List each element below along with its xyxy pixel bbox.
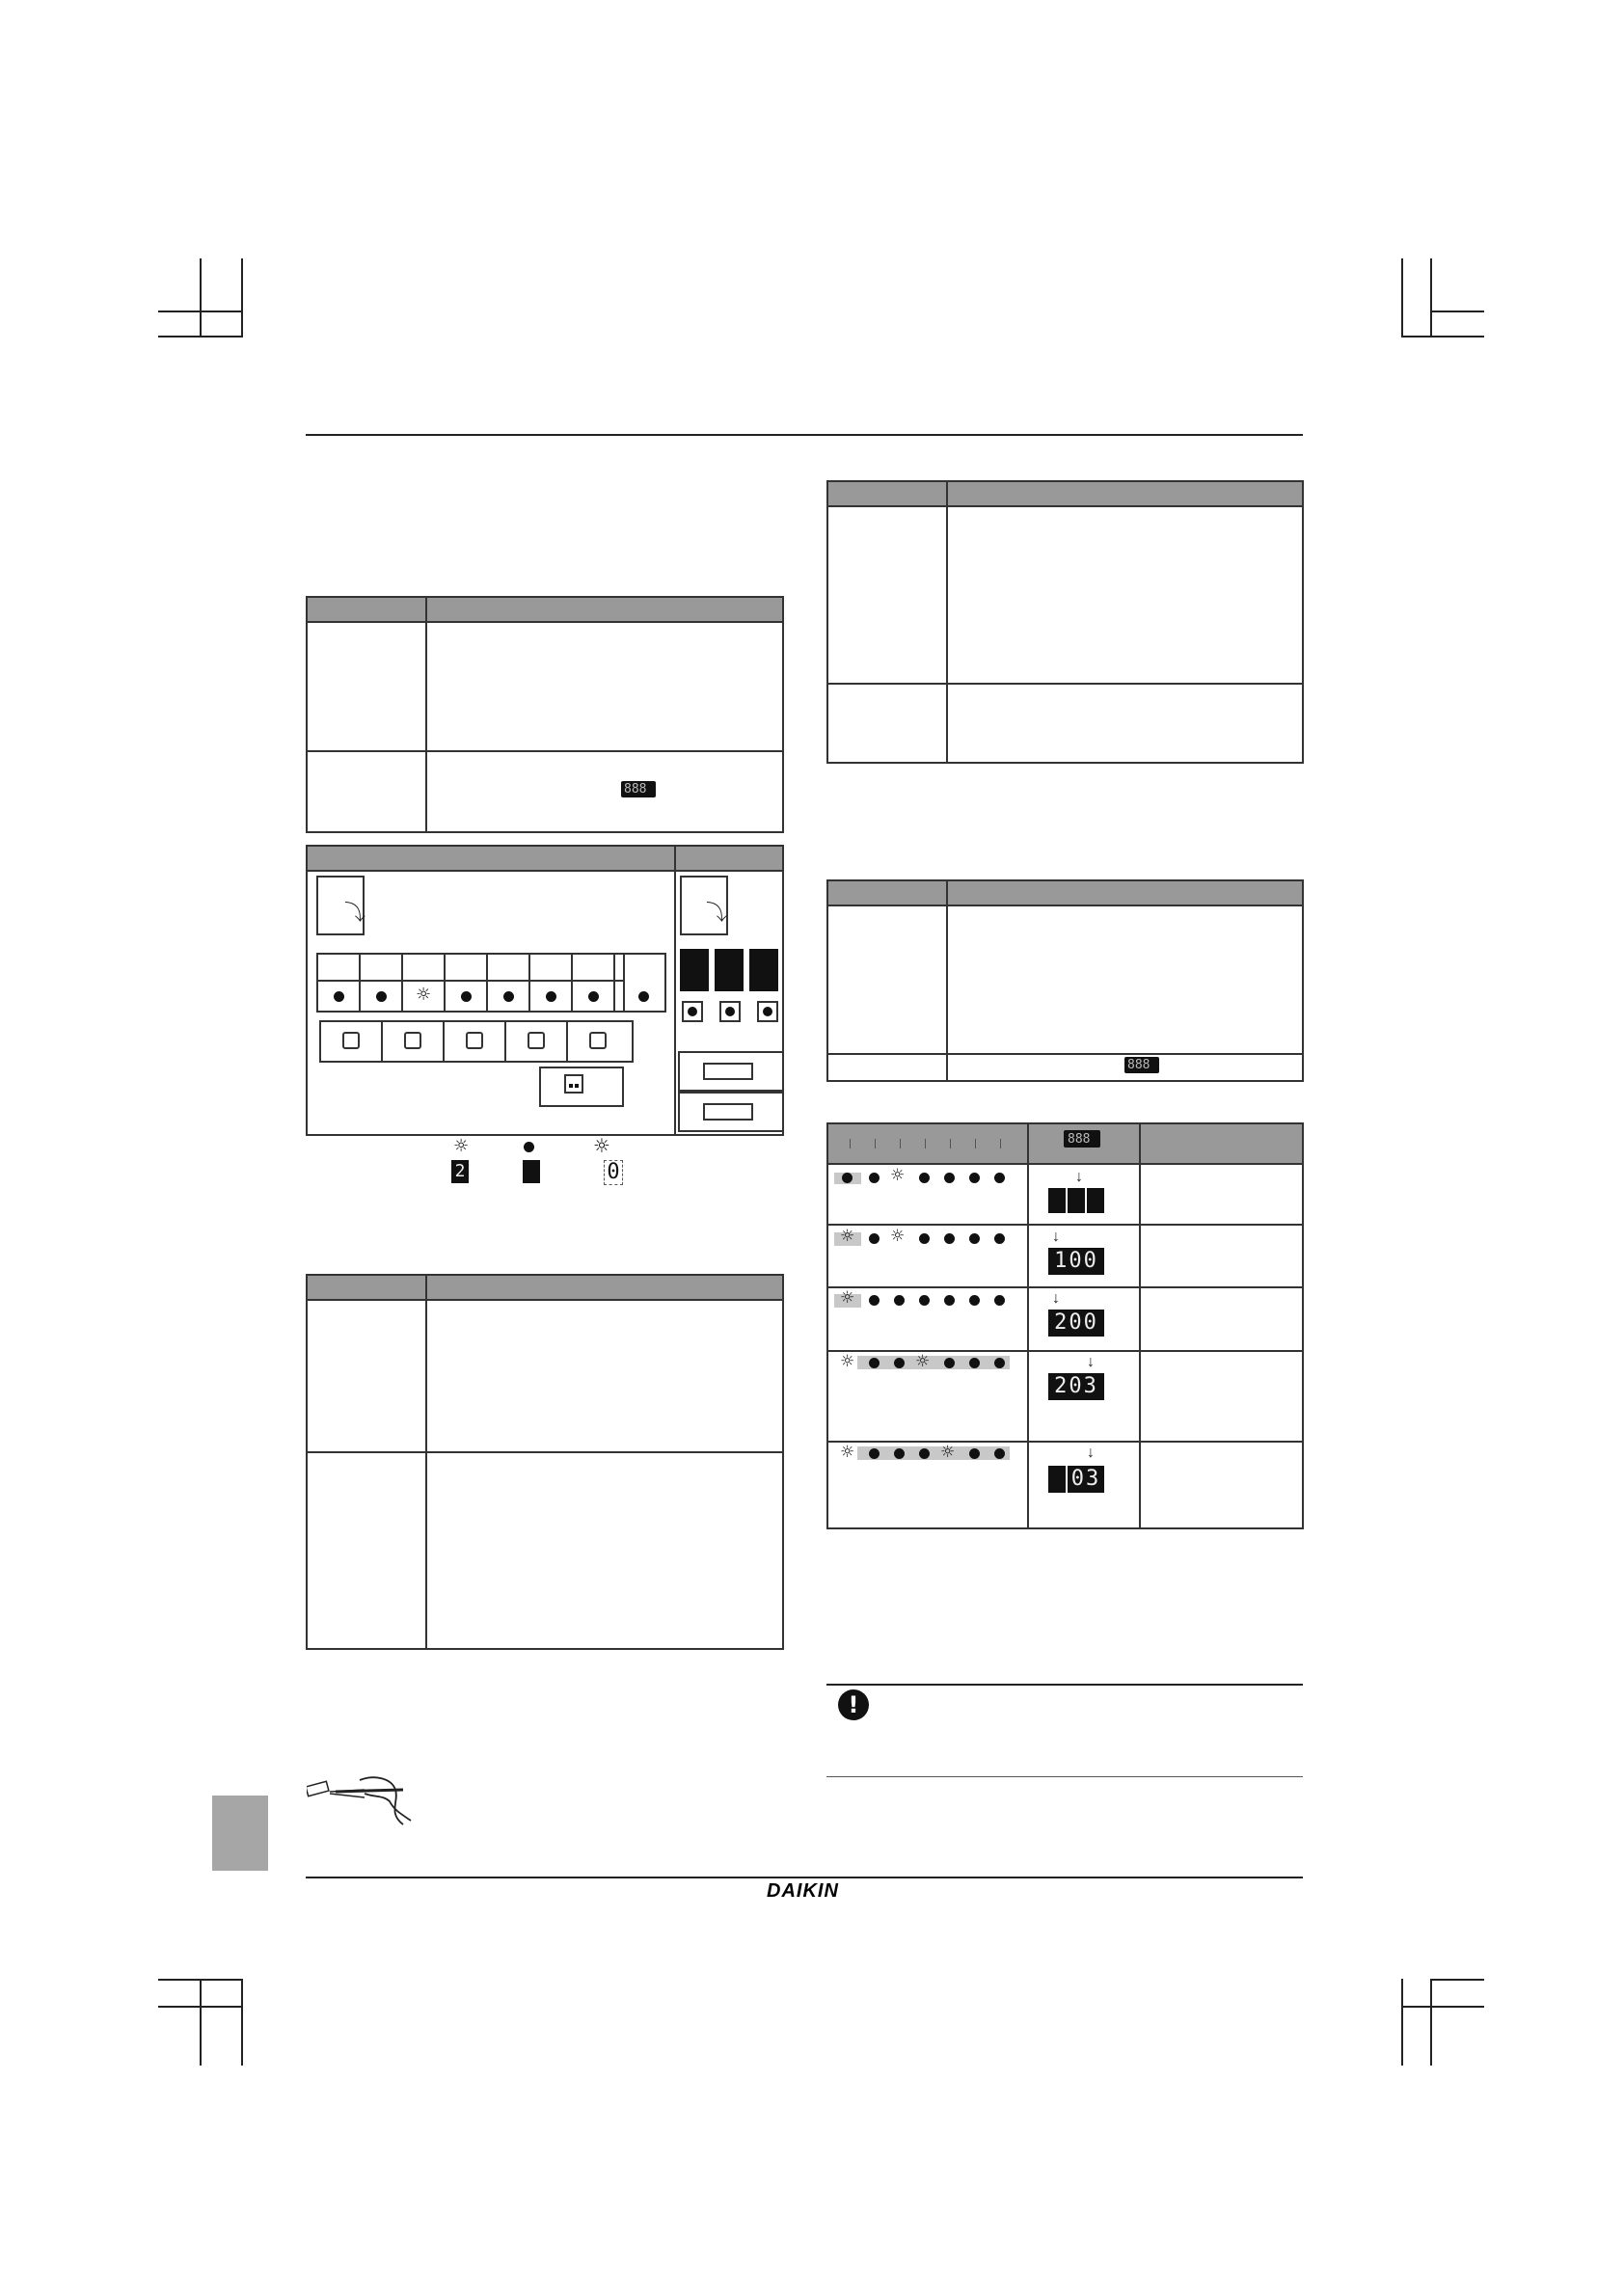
table-1 xyxy=(306,596,784,833)
led-on-icon: ☼ xyxy=(416,985,432,1005)
crop-mark xyxy=(158,2006,241,2008)
push-button-1[interactable] xyxy=(342,1032,360,1049)
led-off xyxy=(969,1295,980,1306)
legend-led-blink-icon: ☼ xyxy=(593,1134,610,1157)
display-button-2[interactable] xyxy=(719,1001,741,1022)
arrow-down-icon: ↓ xyxy=(1087,1354,1095,1370)
dip-switch-bank-2 xyxy=(678,1092,784,1132)
led-off xyxy=(994,1448,1005,1459)
table-3 xyxy=(826,480,1304,764)
led-off xyxy=(919,1448,930,1459)
legend-digit-on: 2 xyxy=(451,1160,469,1183)
led-off xyxy=(894,1295,905,1306)
table-4 xyxy=(826,879,1304,1082)
crop-mark xyxy=(200,258,202,338)
display-icon-888: 888 xyxy=(1064,1130,1100,1148)
footer-rule xyxy=(306,1877,1303,1878)
crop-mark xyxy=(200,1979,202,2066)
led-off xyxy=(842,1173,853,1183)
led-on-icon: ☼ xyxy=(840,1288,855,1308)
table-5 xyxy=(826,1122,1304,1529)
push-button-2[interactable] xyxy=(404,1032,421,1049)
crop-mark xyxy=(241,1979,243,2066)
display-icon-888: 888 xyxy=(1124,1057,1159,1073)
arrow-down-icon: ↓ xyxy=(1052,1290,1060,1307)
display-value: 203 xyxy=(1048,1373,1104,1400)
legend-led-off-icon xyxy=(524,1142,534,1152)
header-rule xyxy=(306,434,1303,436)
led-off xyxy=(546,991,556,1002)
led-on-icon: ☼ xyxy=(890,1166,906,1185)
crop-mark xyxy=(158,1979,241,1981)
display-button-3[interactable] xyxy=(757,1001,778,1022)
handwriting-illustration xyxy=(307,1770,422,1826)
dip-switch[interactable] xyxy=(564,1074,583,1094)
led-off xyxy=(919,1173,930,1183)
seven-segment-display xyxy=(680,949,782,993)
legend-digit-blink: 0 xyxy=(604,1160,623,1185)
led-grid-extra xyxy=(623,953,666,1013)
led-on-icon: ☼ xyxy=(915,1352,931,1371)
arrow-icon: ⤵ xyxy=(706,902,728,926)
led-off xyxy=(869,1295,880,1306)
display-value: 03 xyxy=(1068,1466,1104,1493)
push-button-4[interactable] xyxy=(528,1032,545,1049)
table-2 xyxy=(306,1274,784,1650)
legend-digit-off xyxy=(523,1160,540,1183)
led-off xyxy=(994,1173,1005,1183)
crop-mark xyxy=(241,258,243,338)
led-off xyxy=(894,1358,905,1368)
led-off xyxy=(994,1233,1005,1244)
led-off xyxy=(461,991,472,1002)
led-off xyxy=(969,1358,980,1368)
arrow-icon: ⤵ xyxy=(344,902,366,926)
display-blank xyxy=(1048,1188,1104,1215)
display-icon-888: 888 xyxy=(621,781,656,797)
led-off xyxy=(944,1233,955,1244)
push-button-3[interactable] xyxy=(466,1032,483,1049)
led-off xyxy=(638,991,649,1002)
note-top-rule xyxy=(826,1684,1303,1686)
led-off xyxy=(969,1448,980,1459)
push-button-5[interactable] xyxy=(589,1032,607,1049)
crop-mark xyxy=(1430,311,1484,312)
crop-mark xyxy=(1401,336,1484,338)
display-button-1[interactable] xyxy=(682,1001,703,1022)
crop-mark xyxy=(1430,1979,1484,1981)
crop-mark xyxy=(1401,258,1403,338)
led-off xyxy=(919,1295,930,1306)
led-blink-icon: ☼ xyxy=(840,1227,855,1246)
display-value: 200 xyxy=(1048,1310,1104,1337)
led-off xyxy=(588,991,599,1002)
led-off xyxy=(944,1295,955,1306)
led-off xyxy=(376,991,387,1002)
led-off xyxy=(919,1233,930,1244)
led-blink-icon: ☼ xyxy=(940,1443,956,1462)
arrow-down-icon: ↓ xyxy=(1052,1229,1060,1245)
legend-led-on-icon: ☼ xyxy=(453,1136,470,1156)
display-value: 100 xyxy=(1048,1248,1104,1275)
crop-mark xyxy=(158,336,241,338)
led-off xyxy=(334,991,344,1002)
display-value-blank-digit xyxy=(1048,1466,1066,1493)
note-bottom-rule xyxy=(826,1776,1303,1777)
led-off xyxy=(944,1173,955,1183)
led-off xyxy=(869,1173,880,1183)
arrow-down-icon: ↓ xyxy=(1075,1169,1083,1185)
panel-diagram xyxy=(306,845,784,1136)
crop-mark xyxy=(1430,258,1432,338)
led-off xyxy=(869,1448,880,1459)
led-on-icon: ☼ xyxy=(840,1443,855,1462)
crop-mark xyxy=(1401,2006,1484,2008)
crop-mark xyxy=(1430,1979,1432,2066)
led-off xyxy=(944,1358,955,1368)
led-off xyxy=(894,1448,905,1459)
led-off xyxy=(869,1233,880,1244)
led-off xyxy=(503,991,514,1002)
led-off xyxy=(994,1295,1005,1306)
arrow-down-icon: ↓ xyxy=(1087,1445,1095,1461)
led-off xyxy=(969,1233,980,1244)
section-tab xyxy=(212,1796,268,1871)
brand-logo: DAIKIN xyxy=(767,1880,839,1902)
led-off xyxy=(969,1173,980,1183)
dip-switch-bank-1 xyxy=(678,1051,784,1092)
led-on-icon: ☼ xyxy=(840,1352,855,1371)
led-grid xyxy=(316,953,663,1013)
led-on-icon: ☼ xyxy=(890,1227,906,1246)
led-off xyxy=(869,1358,880,1368)
crop-mark xyxy=(1401,1979,1403,2066)
led-off xyxy=(994,1358,1005,1368)
warning-icon: ! xyxy=(838,1689,869,1720)
